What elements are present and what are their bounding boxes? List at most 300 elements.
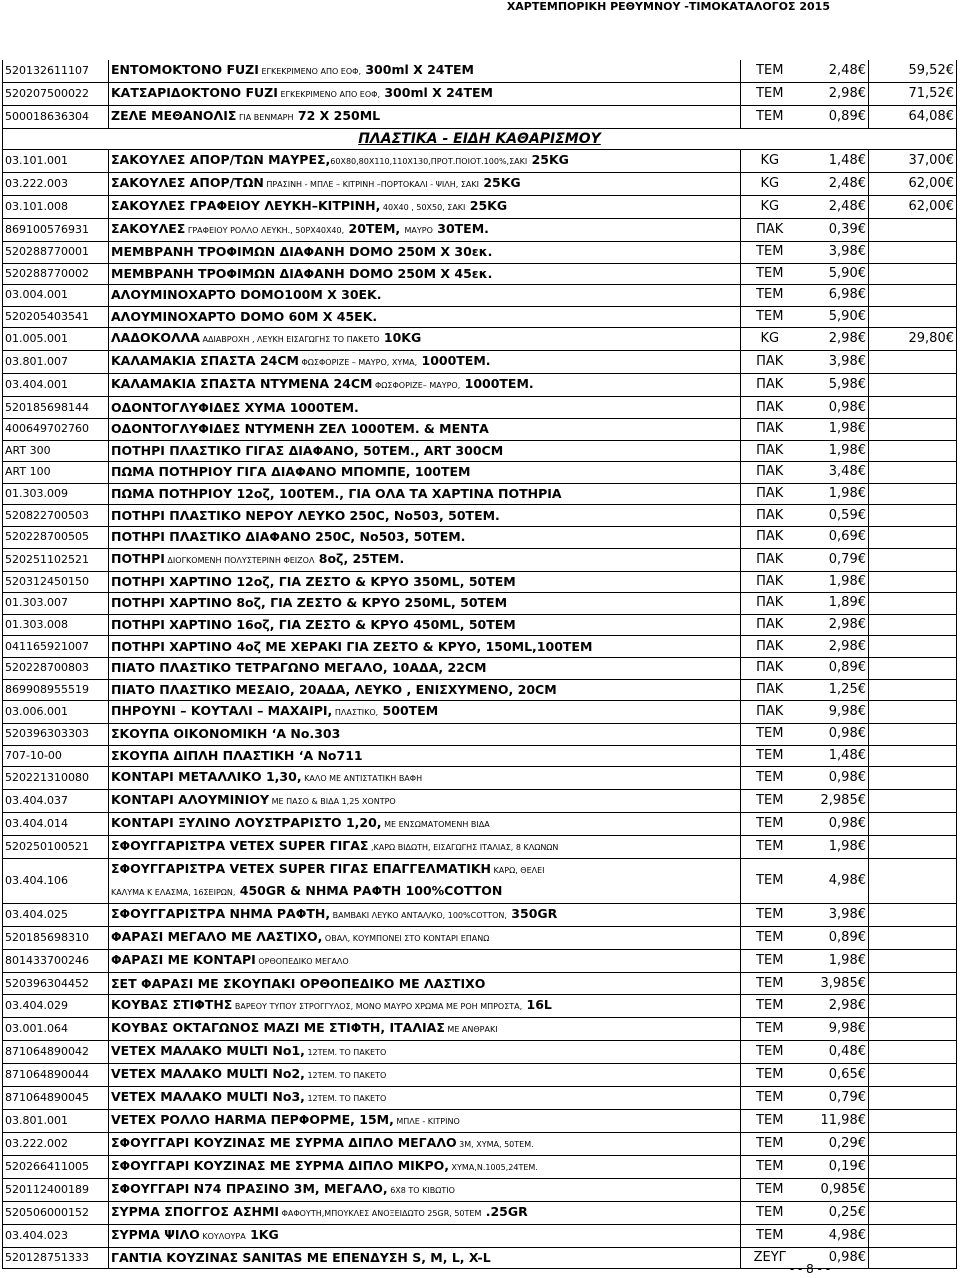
table-row bbox=[3, 1178, 957, 1201]
description-main: ΦΑΡΑΣΙ ΜΕΓΑΛΟ ΜΕ ΛΑΣΤΙΧΟ, bbox=[111, 929, 323, 945]
description-main: ΛΑΔΟΚΟΛΛΑ bbox=[111, 330, 200, 346]
total-price bbox=[869, 767, 957, 790]
table-row bbox=[3, 462, 957, 484]
product-code: 520128751333 bbox=[3, 1247, 109, 1269]
page-header: ΧΑΡΤΕΜΠΟΡΙΚΗ ΡΕΘΥΜΝΟΥ -ΤΙΜΟΚΑΤΑΛΟΓΟΣ 2015 bbox=[506, 0, 830, 13]
total-price bbox=[869, 657, 957, 679]
product-description bbox=[109, 150, 741, 173]
description-note: ΔΙΟΓΚΟΜΕΝΗ ΠΟΛΥΣΤΕΡΙΝΗ ΦΕΙΖΟΛ bbox=[164, 555, 315, 565]
table-row bbox=[3, 767, 957, 790]
product-description bbox=[109, 1155, 741, 1178]
price-value: 3,48 bbox=[828, 464, 858, 480]
description-note: 60Χ80,80Χ110,110Χ130,ΠΡΟΤ.ΠΟΙΟΤ.100%,ΣΑΚΙ bbox=[330, 157, 528, 166]
unit-price bbox=[799, 150, 869, 173]
total-value: 64,08 bbox=[908, 109, 946, 124]
euro-sign: € bbox=[857, 681, 866, 697]
total-price bbox=[869, 927, 957, 950]
description-note: ΕΓΚΕΚΡΙΜΕΝΟ ΑΠΟ ΕΟΦ, bbox=[277, 90, 380, 99]
price-value: 3,98 bbox=[828, 354, 858, 370]
euro-sign: € bbox=[857, 617, 866, 633]
total-value: 62,00 bbox=[908, 176, 946, 191]
description-note: 3Μ, ΧΥΜΑ, 50ΤΕΜ. bbox=[456, 1139, 534, 1149]
description-note: ΓΙΑ ΒΕΝΜΑΡΗ bbox=[236, 113, 294, 122]
unit-price bbox=[799, 196, 869, 219]
product-code: 03.404.106 bbox=[3, 859, 109, 904]
euro-sign: € bbox=[857, 975, 866, 991]
price-value: 2,48 bbox=[828, 199, 858, 214]
total-price bbox=[869, 571, 957, 593]
price-value: 0,98 bbox=[828, 399, 858, 415]
table-row bbox=[3, 242, 957, 264]
description-note: ΜΕ ΕΝΣΩΜΑΤΟΜΕΝΗ ΒΙΔΑ bbox=[381, 820, 490, 830]
product-code: 041165921007 bbox=[3, 636, 109, 658]
product-code: 03.404.023 bbox=[3, 1224, 109, 1247]
unit-price bbox=[799, 328, 869, 351]
total-value: 59,52 bbox=[908, 63, 946, 78]
price-value: 1,98 bbox=[828, 486, 858, 502]
product-code: 520112400189 bbox=[3, 1178, 109, 1201]
product-description bbox=[109, 767, 741, 790]
product-code: 520228700505 bbox=[3, 526, 109, 548]
total-price bbox=[869, 636, 957, 658]
unit: ΠΑΚ bbox=[741, 571, 799, 593]
product-description bbox=[109, 60, 741, 83]
table-row bbox=[3, 483, 957, 505]
product-code: 520207500022 bbox=[3, 83, 109, 106]
product-code: 03.404.014 bbox=[3, 813, 109, 836]
table-row bbox=[3, 306, 957, 328]
description-line-2 bbox=[111, 881, 738, 903]
product-code: 03.404.001 bbox=[3, 374, 109, 397]
euro-sign: € bbox=[857, 770, 866, 786]
price-value: 2,48 bbox=[828, 176, 858, 191]
product-code: 03.101.001 bbox=[3, 150, 109, 173]
table-row bbox=[3, 285, 957, 307]
euro-sign: € bbox=[945, 199, 954, 214]
table-row bbox=[3, 859, 957, 904]
total-price bbox=[869, 173, 957, 196]
euro-sign: € bbox=[857, 1112, 866, 1128]
unit-price bbox=[799, 745, 869, 767]
table-row bbox=[3, 150, 957, 173]
unit: ΤΕΜ bbox=[741, 1109, 799, 1132]
unit-price bbox=[799, 397, 869, 419]
product-code: 01.303.008 bbox=[3, 614, 109, 636]
euro-sign: € bbox=[857, 638, 866, 654]
section-header-body bbox=[3, 129, 957, 150]
unit: ΤΕΜ bbox=[741, 306, 799, 328]
unit-price bbox=[799, 83, 869, 106]
total-price bbox=[869, 306, 957, 328]
euro-sign: € bbox=[857, 331, 866, 347]
description-main: ΠΟΤΗΡΙ ΠΛΑΣΤΙΚΟ ΓΙΓΑΣ ΔΙΑΦΑΝΟ, 50ΤΕΜ., ART 300CM bbox=[111, 442, 504, 458]
unit: ΤΕΜ bbox=[741, 1017, 799, 1040]
price-value: 2,48 bbox=[828, 63, 858, 78]
description-main: VETEX ΜΑΛΑΚΟ MULTI Νο2, bbox=[111, 1065, 305, 1081]
description-note: ΦΩΣΦΟΡΙΖΕ – ΜΑΥΡΟ, ΧΥΜΑ, bbox=[298, 358, 418, 368]
description-extra: 72 Χ 250ML bbox=[293, 108, 381, 123]
product-description bbox=[109, 306, 741, 328]
table-row bbox=[3, 219, 957, 242]
unit-price bbox=[799, 927, 869, 950]
description-extra: 25KG bbox=[465, 198, 508, 213]
price-value: 2,98 bbox=[828, 617, 858, 633]
euro-sign: € bbox=[857, 265, 866, 281]
unit: ΠΑΚ bbox=[741, 657, 799, 679]
unit-price bbox=[799, 418, 869, 440]
unit: ΤΕΜ bbox=[741, 1178, 799, 1201]
unit: ΤΕΜ bbox=[741, 242, 799, 264]
product-description bbox=[109, 593, 741, 615]
price-value: 1,48 bbox=[828, 747, 858, 763]
price-value: 0,59 bbox=[828, 507, 858, 523]
product-description bbox=[109, 483, 741, 505]
description-main: ΜΕΜΒΡΑΝΗ ΤΡΟΦΙΜΩΝ ΔΙΑΦΑΝΗ DOMO 250Μ Χ 45εκ. bbox=[111, 265, 493, 281]
product-description bbox=[109, 973, 741, 995]
table-row bbox=[3, 173, 957, 196]
product-code: 03.001.064 bbox=[3, 1017, 109, 1040]
unit-price bbox=[799, 994, 869, 1017]
unit-price bbox=[799, 724, 869, 746]
table-row bbox=[3, 813, 957, 836]
table-row bbox=[3, 571, 957, 593]
total-price bbox=[869, 994, 957, 1017]
unit-price bbox=[799, 263, 869, 285]
euro-sign: € bbox=[857, 507, 866, 523]
euro-sign: € bbox=[857, 873, 866, 889]
product-description bbox=[109, 548, 741, 571]
description-main: ΟΔΟΝΤΟΓΛΥΦΙΔΕΣ ΝΤΥΜΕΝΗ ΖΕΛ 1000ΤΕΜ. & ΜΕΝΤΑ bbox=[111, 421, 489, 437]
euro-sign: € bbox=[857, 551, 866, 567]
unit: ΤΕΜ bbox=[741, 767, 799, 790]
unit-price bbox=[799, 483, 869, 505]
product-code: 520205403541 bbox=[3, 306, 109, 328]
euro-sign: € bbox=[857, 793, 866, 809]
unit: ΤΕΜ bbox=[741, 973, 799, 995]
description-extra: 1KG bbox=[245, 1226, 279, 1242]
unit: ΠΑΚ bbox=[741, 351, 799, 374]
description-main: ΠΟΤΗΡΙ bbox=[111, 550, 165, 566]
total-price bbox=[869, 1040, 957, 1063]
product-code: 03.801.007 bbox=[3, 351, 109, 374]
product-code: 520396303303 bbox=[3, 724, 109, 746]
product-code: 520506000152 bbox=[3, 1201, 109, 1224]
product-code: 01.005.001 bbox=[3, 328, 109, 351]
table-row bbox=[3, 679, 957, 701]
euro-sign: € bbox=[945, 176, 954, 191]
unit: KG bbox=[741, 173, 799, 196]
product-code: 400649702760 bbox=[3, 418, 109, 440]
product-description bbox=[109, 790, 741, 813]
product-code: 520132611107 bbox=[3, 60, 109, 83]
description-note: ΚΑΡΩ, ΘΕΛΕΙ bbox=[491, 866, 545, 876]
description-main: ΚΟΥΒΑΣ ΟΚΤΑΓΩΝΟΣ ΜΑΖΙ ΜΕ ΣΤΙΦΤΗ, ΙΤΑΛΙΑΣ bbox=[111, 1019, 445, 1035]
price-value: 0,98 bbox=[828, 1250, 858, 1266]
description-extra: 1000ΤΕΜ. bbox=[460, 376, 534, 392]
euro-sign: € bbox=[857, 377, 866, 393]
description-extra: 300ml Χ 24ΤΕΜ bbox=[361, 62, 474, 77]
price-value: 3,98 bbox=[828, 907, 858, 923]
unit-price bbox=[799, 306, 869, 328]
description-extra: 1000ΤΕΜ. bbox=[417, 353, 491, 369]
euro-sign: € bbox=[857, 1089, 866, 1105]
total-price bbox=[869, 1086, 957, 1109]
unit-price bbox=[799, 973, 869, 995]
product-code: 871064890044 bbox=[3, 1063, 109, 1086]
unit: ΤΕΜ bbox=[741, 1086, 799, 1109]
table-row bbox=[3, 636, 957, 658]
description-main: ΚΟΝΤΑΡΙ ΞΥΛΙΝΟ ΛΟΥΣΤΡΑΡΙΣΤΟ 1,20, bbox=[111, 815, 382, 831]
description-extra: .25GR bbox=[481, 1203, 528, 1219]
product-description bbox=[109, 462, 741, 484]
description-note: 6Χ8 ΤΟ ΚΙΒΩΤΙΟ bbox=[387, 1185, 455, 1195]
unit-price bbox=[799, 60, 869, 83]
euro-sign: € bbox=[857, 63, 866, 78]
total-price bbox=[869, 679, 957, 701]
unit: ΤΕΜ bbox=[741, 1132, 799, 1155]
product-description bbox=[109, 1017, 741, 1040]
unit-price bbox=[799, 173, 869, 196]
total-price bbox=[869, 219, 957, 242]
description-note: ΦΑΦΟΥΤΗ,ΜΠΟΥΚΛΕΣ ΑΝΟΞΕΙΔΩΤΟ 25GR, 50ΤΕΜ bbox=[279, 1208, 482, 1218]
euro-sign: € bbox=[945, 63, 954, 78]
total-price bbox=[869, 526, 957, 548]
price-value: 0,48 bbox=[828, 1043, 858, 1059]
description-main: ΣΚΟΥΠΑ ΔΙΠΛΗ ΠΛΑΣΤΙΚΗ ‘Α Νο711 bbox=[111, 747, 363, 763]
total-price bbox=[869, 1178, 957, 1201]
description-main: ΑΛΟΥΜΙΝΟΧΑΡΤΟ DOMO100M X 30EK. bbox=[111, 287, 382, 303]
price-value: 0,29 bbox=[828, 1135, 858, 1151]
price-value: 1,98 bbox=[828, 442, 858, 458]
table-body-tall bbox=[3, 859, 957, 904]
price-value: 0,985 bbox=[820, 1181, 858, 1197]
description-note: ΒΑΡΕΟΥ ΤΥΠΟΥ ΣΤΡΟΓΓΥΛΟΣ, ΜΟΝΟ ΜΑΥΡΟ ΧΡΩΜΑ ΜΕ ΡΟΗ ΜΠΡΟΣΤΑ, bbox=[232, 1001, 523, 1011]
euro-sign: € bbox=[857, 573, 866, 589]
product-code: 03.222.003 bbox=[3, 173, 109, 196]
total-price bbox=[869, 483, 957, 505]
product-description bbox=[109, 173, 741, 196]
unit: ΤΕΜ bbox=[741, 836, 799, 859]
euro-sign: € bbox=[857, 287, 866, 303]
price-value: 9,98 bbox=[828, 704, 858, 720]
product-description bbox=[109, 263, 741, 285]
product-description bbox=[109, 724, 741, 746]
euro-sign: € bbox=[857, 153, 866, 168]
product-description bbox=[109, 1109, 741, 1132]
price-value: 0,98 bbox=[828, 770, 858, 786]
description-note: ΟΒΑΛ, ΚΟΥΜΠΟΝΕΙ ΣΤΟ ΚΟΝΤΑΡΙ ΕΠΑΝΩ bbox=[322, 934, 490, 944]
description-note: ΜΠΛΕ - ΚΙΤΡΙΝΟ bbox=[393, 1116, 460, 1126]
euro-sign: € bbox=[857, 199, 866, 214]
description-main: ΣΕΤ ΦΑΡΑΣΙ ΜΕ ΣΚΟΥΠΑΚΙ ΟΡΘΟΠΕΔΙΚΟ ΜΕ ΛΑΣΤΙΧΟ bbox=[111, 975, 486, 991]
description-main: ΠΟΤΗΡΙ ΧΑΡΤΙΝΟ 16οζ, ΓΙΑ ΖΕΣΤΟ & ΚΡΥΟ 450ML, 50ΤΕΜ bbox=[111, 617, 516, 633]
description-main: ΑΛΟΥΜΙΝΟΧΑΡΤΟ DOMO 60M X 45EK. bbox=[111, 309, 378, 325]
euro-sign: € bbox=[857, 953, 866, 969]
euro-sign: € bbox=[857, 309, 866, 325]
price-value: 0,39 bbox=[828, 222, 858, 237]
description-main: ΠΟΤΗΡΙ ΠΛΑΣΤΙΚΟ ΔΙΑΦΑΝΟ 250C, Νο503, 50ΤΕΜ. bbox=[111, 529, 466, 545]
unit-price bbox=[799, 813, 869, 836]
table-row bbox=[3, 614, 957, 636]
description-main: ΚΑΛΑΜΑΚΙΑ ΣΠΑΣΤΑ 24CM bbox=[111, 353, 299, 369]
product-description bbox=[109, 836, 741, 859]
total-price bbox=[869, 836, 957, 859]
product-description bbox=[109, 679, 741, 701]
price-value: 0,65 bbox=[828, 1066, 858, 1082]
description-main: ΣΑΚΟΥΛΕΣ bbox=[111, 221, 186, 236]
euro-sign: € bbox=[857, 1135, 866, 1151]
total-price bbox=[869, 724, 957, 746]
page-number: - - 8 - - bbox=[789, 1262, 831, 1276]
euro-sign: € bbox=[857, 816, 866, 832]
euro-sign: € bbox=[857, 244, 866, 260]
unit: ΤΕΜ bbox=[741, 1040, 799, 1063]
unit-price bbox=[799, 1017, 869, 1040]
description-main: ΣΦΟΥΓΓΑΡΙ Ν74 ΠΡΑΣΙΝΟ 3Μ, ΜΕΓΑΛΟ, bbox=[111, 1180, 388, 1196]
unit: ΤΕΜ bbox=[741, 60, 799, 83]
total-price bbox=[869, 813, 957, 836]
unit-price bbox=[799, 440, 869, 462]
product-description bbox=[109, 196, 741, 219]
product-description bbox=[109, 1247, 741, 1269]
total-price bbox=[869, 1247, 957, 1269]
unit-price bbox=[799, 904, 869, 927]
description-main: ΚΟΝΤΑΡΙ ΜΕΤΑΛΛΙΚΟ 1,30, bbox=[111, 769, 302, 785]
unit-price bbox=[799, 374, 869, 397]
euro-sign: € bbox=[857, 930, 866, 946]
description-main: ΚΟΥΒΑΣ ΣΤΙΦΤΗΣ bbox=[111, 996, 233, 1012]
price-value: 5,90 bbox=[828, 309, 858, 325]
product-description bbox=[109, 83, 741, 106]
table-row bbox=[3, 196, 957, 219]
unit: ΤΕΜ bbox=[741, 904, 799, 927]
product-code: 03.404.029 bbox=[3, 994, 109, 1017]
description-extra: 300ml Χ 24ΤΕΜ bbox=[380, 85, 493, 100]
unit-price bbox=[799, 505, 869, 527]
euro-sign: € bbox=[857, 839, 866, 855]
description-note: ΧΥΜΑ,Ν.1005,24ΤΕΜ. bbox=[449, 1162, 538, 1172]
price-value: 4,98 bbox=[828, 1227, 858, 1243]
description-extra: 25KG bbox=[527, 152, 569, 167]
product-code: 03.404.025 bbox=[3, 904, 109, 927]
price-value: 3,985 bbox=[820, 975, 858, 991]
table-row bbox=[3, 1132, 957, 1155]
description-main: ΠΗΡΟΥΝΙ – ΚΟΥΤΑΛΙ – ΜΑΧΑΙΡΙ, bbox=[111, 703, 333, 719]
price-value: 1,98 bbox=[828, 953, 858, 969]
description-main: ΚΟΝΤΑΡΙ ΑΛΟΥΜΙΝΙΟΥ bbox=[111, 792, 270, 808]
product-description bbox=[109, 1201, 741, 1224]
description-note: ΒΑΜΒΑΚΙ ΛΕΥΚΟ ΑΝΤΑΛ/ΚΟ, 100%COTTON, bbox=[330, 911, 507, 921]
euro-sign: € bbox=[857, 464, 866, 480]
price-value: 2,98 bbox=[828, 86, 858, 101]
table-row bbox=[3, 1109, 957, 1132]
description-main: ΠΟΤΗΡΙ ΧΑΡΤΙΝΟ 8οζ, ΓΙΑ ΖΕΣΤΟ & ΚΡΥΟ 250ML, 50ΤΕΜ bbox=[111, 595, 508, 611]
unit: ΤΕΜ bbox=[741, 745, 799, 767]
total-price bbox=[869, 83, 957, 106]
unit: ΤΕΜ bbox=[741, 790, 799, 813]
description-main: ΣΦΟΥΓΓΑΡΙ ΚΟΥΖΙΝΑΣ ΜΕ ΣΥΡΜΑ ΔΙΠΛΟ ΜΙΚΡΟ, bbox=[111, 1157, 450, 1173]
table-row bbox=[3, 973, 957, 995]
unit: ΠΑΚ bbox=[741, 397, 799, 419]
euro-sign: € bbox=[857, 86, 866, 101]
price-value: 2,985 bbox=[820, 793, 858, 809]
euro-sign: € bbox=[857, 1204, 866, 1220]
product-code: 500018636304 bbox=[3, 106, 109, 129]
euro-sign: € bbox=[857, 907, 866, 923]
table-row bbox=[3, 83, 957, 106]
description-main: ΠΩΜΑ ΠΟΤΗΡΙΟΥ 12οζ, 100ΤΕΜ., ΓΙΑ ΟΛΑ ΤΑ ΧΑΡΤΙΝΑ ΠΟΤΗΡΙΑ bbox=[111, 486, 562, 502]
description-main: ΠΙΑΤΟ ΠΛΑΣΤΙΚΟ ΜΕΣΑΙΟ, 20ΑΔΑ, ΛΕΥΚΟ , ΕΝΙΣΧΥΜΕΝΟ, 20CM bbox=[111, 681, 557, 697]
price-value: 0,98 bbox=[828, 726, 858, 742]
unit: ΠΑΚ bbox=[741, 636, 799, 658]
description-extra: 20ΤΕΜ, bbox=[344, 221, 405, 236]
unit-price bbox=[799, 859, 869, 904]
unit-price bbox=[799, 790, 869, 813]
product-description bbox=[109, 1086, 741, 1109]
table-body-main bbox=[3, 150, 957, 859]
table-row bbox=[3, 1224, 957, 1247]
description-note: ΓΡΑΦΕΙΟΥ ΡΟΛΛΟ ΛΕΥΚΗ., 50ΡΧ40Χ40, bbox=[185, 226, 345, 235]
description-main: ΣΦΟΥΓΓΑΡΙΣΤΡΑ ΝΗΜΑ ΡΑΦΤΗ, bbox=[111, 906, 331, 922]
description-note: 12ΤΕΜ. ΤΟ ΠΑΚΕΤΟ bbox=[304, 1070, 387, 1080]
euro-sign: € bbox=[857, 726, 866, 742]
unit-price bbox=[799, 462, 869, 484]
unit: ΤΕΜ bbox=[741, 1155, 799, 1178]
description-note: ΑΔΙΑΒΡΟΧΗ , ΛΕΥΚΗ ΕΙΣΑΓΩΓΗΣ ΤΟ ΠΑΚΕΤΟ bbox=[199, 335, 380, 345]
description-note: ΜΕ ΠΑΣΟ & ΒΙΔΑ 1,25 ΧΟΝΤΡΟ bbox=[269, 797, 396, 807]
description-main: ΠΩΜΑ ΠΟΤΗΡΙΟΥ ΓΙΓΑ ΔΙΑΦΑΝΟ ΜΠΟΜΠΕ, 100ΤΕΜ bbox=[111, 464, 471, 480]
product-code: 01.303.009 bbox=[3, 483, 109, 505]
unit: ΠΑΚ bbox=[741, 418, 799, 440]
euro-sign: € bbox=[857, 421, 866, 437]
description-main: ΣΦΟΥΓΓΑΡΙ ΚΟΥΖΙΝΑΣ ΜΕ ΣΥΡΜΑ ΔΙΠΛΟ ΜΕΓΑΛΟ bbox=[111, 1134, 457, 1150]
table-row bbox=[3, 701, 957, 724]
description-note: ΕΓΚΕΚΡΙΜΕΝΟ ΑΠΟ ΕΟΦ, bbox=[258, 67, 361, 76]
unit: ΤΕΜ bbox=[741, 1063, 799, 1086]
product-code: 520266411005 bbox=[3, 1155, 109, 1178]
euro-sign: € bbox=[857, 997, 866, 1013]
total-value: 29,80 bbox=[908, 331, 946, 347]
unit-price bbox=[799, 1040, 869, 1063]
description-main: ΣΑΚΟΥΛΕΣ ΓΡΑΦΕΙΟΥ ΛΕΥΚΗ–ΚΙΤΡΙΝΗ, bbox=[111, 198, 381, 213]
unit-price bbox=[799, 571, 869, 593]
description-main: ΚΑΛΑΜΑΚΙΑ ΣΠΑΣΤΑ ΝΤΥΜΕΝΑ 24CM bbox=[111, 376, 373, 392]
total-price bbox=[869, 1109, 957, 1132]
total-price bbox=[869, 1017, 957, 1040]
euro-sign: € bbox=[857, 1250, 866, 1266]
unit: ΖΕΥΓ bbox=[741, 1247, 799, 1269]
product-code: 520221310080 bbox=[3, 767, 109, 790]
product-description bbox=[109, 1224, 741, 1247]
unit-price bbox=[799, 1063, 869, 1086]
total-price bbox=[869, 462, 957, 484]
table-row bbox=[3, 263, 957, 285]
description-main: VETEX ΜΑΛΑΚΟ MULTI Νο1, bbox=[111, 1042, 305, 1058]
total-price bbox=[869, 285, 957, 307]
product-description bbox=[109, 242, 741, 264]
product-code: 520288770001 bbox=[3, 242, 109, 264]
description-main: ΠΙΑΤΟ ΠΛΑΣΤΙΚΟ ΤΕΤΡΑΓΩΝΟ ΜΕΓΑΛΟ, 10ΑΔΑ, 22CM bbox=[111, 660, 487, 676]
description-main: VETEX ΡΟΛΛΟ HARMA ΠΕΡΦΟΡΜΕ, 15Μ, bbox=[111, 1111, 394, 1127]
unit-price bbox=[799, 526, 869, 548]
description-main: ΣΑΚΟΥΛΕΣ ΑΠΟΡ/ΤΩΝ bbox=[111, 175, 264, 190]
price-value: 5,98 bbox=[828, 377, 858, 393]
description-main: ΦΑΡΑΣΙ ΜΕ ΚΟΝΤΑΡΙ bbox=[111, 952, 256, 968]
unit: ΠΑΚ bbox=[741, 505, 799, 527]
table-row bbox=[3, 374, 957, 397]
product-code: 520251102521 bbox=[3, 548, 109, 571]
euro-sign: € bbox=[857, 399, 866, 415]
